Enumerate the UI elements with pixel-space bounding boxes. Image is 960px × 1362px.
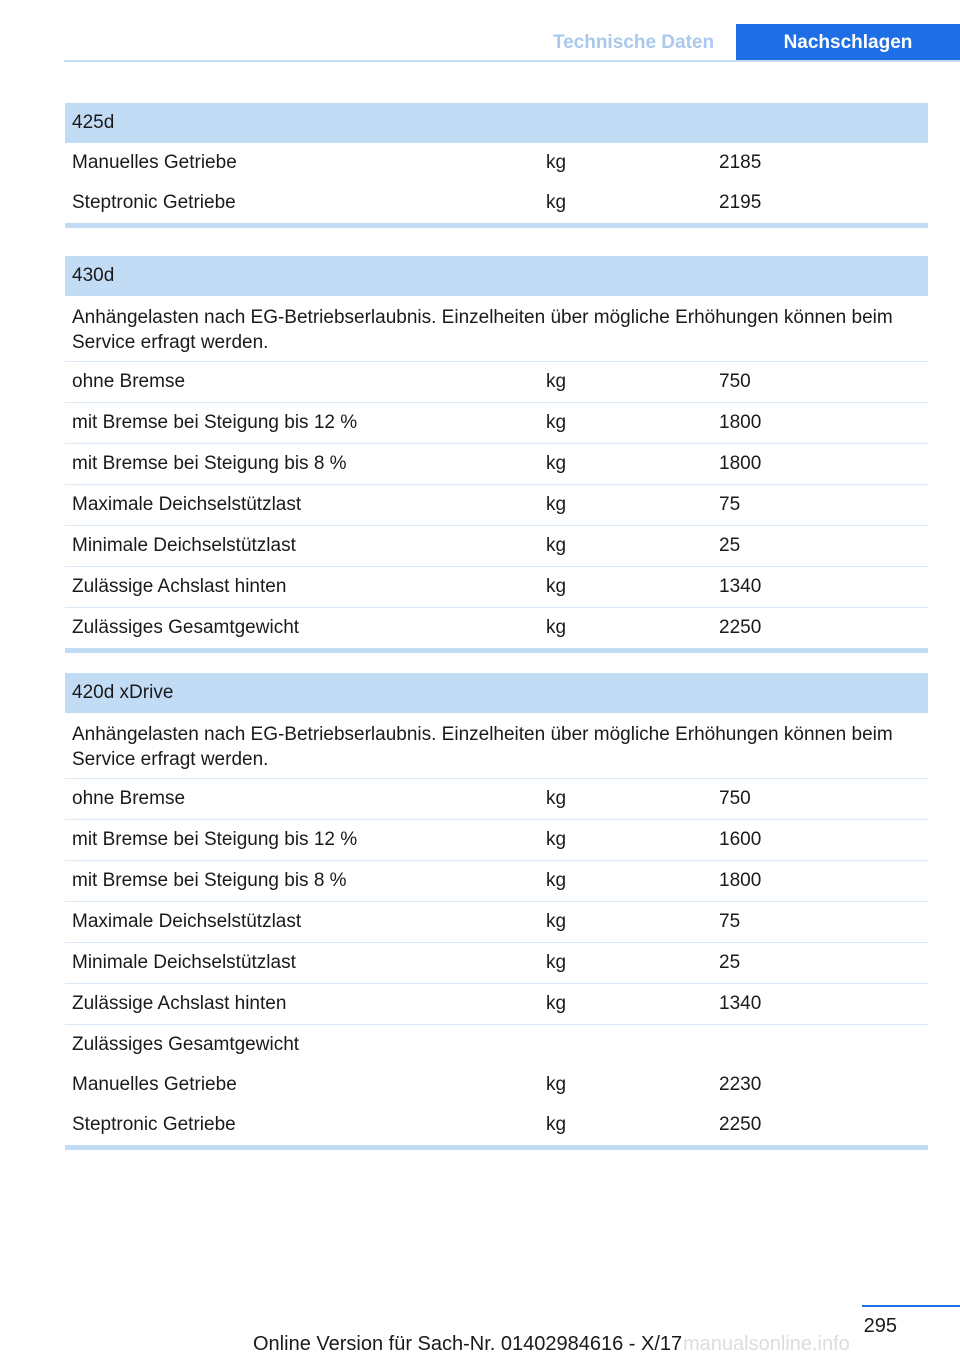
row-unit: kg [546,617,567,638]
row-unit: kg [546,576,567,597]
table-row [65,943,928,984]
table-row [65,183,928,223]
row-label: Minimale Deichselstützlast [72,952,296,973]
row-unit: kg [546,152,567,173]
table-425d [65,103,928,228]
row-value: 1800 [719,412,762,433]
row-value: 1800 [719,870,762,891]
table-row [65,984,928,1025]
row-unit: kg [546,788,567,809]
row-value: 750 [719,788,751,809]
table-row [65,1105,928,1145]
table-row [65,403,928,444]
table-row [65,485,928,526]
row-label: ohne Bremse [72,371,186,392]
row-value: 1800 [719,453,762,474]
row-unit: kg [546,453,567,474]
row-unit: kg [546,192,567,213]
table-note: Anhängelasten nach EG-Betriebserlaubnis. Einzelheiten über mögliche Erhöhungen können beim Service erfragt werden. [65,713,928,779]
row-unit: kg [546,494,567,515]
page-number-rule [862,1305,960,1307]
row-label: mit Bremse bei Steigung bis 8 % [72,453,347,474]
page-number: 295 [863,1315,897,1337]
row-label: Minimale Deichselstützlast [72,535,296,556]
row-label: Zulässige Achslast hinten [72,576,287,597]
row-value: 2185 [719,152,762,173]
row-label: Steptronic Getriebe [72,1114,236,1135]
row-unit: kg [546,911,567,932]
table-end-rule [65,223,928,228]
row-label: Zulässiges Gesamtgewicht [72,1034,300,1055]
row-unit: kg [546,535,567,556]
row-unit: kg [546,993,567,1014]
row-value: 75 [719,494,741,515]
table-row [65,861,928,902]
row-value: 1340 [719,993,762,1014]
table-row [65,143,928,183]
row-label: mit Bremse bei Steigung bis 12 % [72,829,358,850]
row-value: 25 [719,535,741,556]
row-label: Zulässiges Gesamtgewicht [72,617,300,638]
row-value: 2250 [719,617,762,638]
table-end-rule [65,1145,928,1150]
row-label: mit Bremse bei Steigung bis 12 % [72,412,358,433]
tab-nachschlagen[interactable]: Nachschlagen [736,24,960,62]
table-title: 420d xDrive [65,673,928,713]
row-label: Zulässige Achslast hinten [72,993,287,1014]
online-version-note: Online Version für Sach-Nr. 01402984616 - X/17 [253,1333,683,1355]
table-row [65,820,928,861]
table-row [65,444,928,485]
row-value: 75 [719,911,741,932]
row-label: Steptronic Getriebe [72,192,236,213]
row-unit: kg [546,870,567,891]
row-value: 2250 [719,1114,762,1135]
row-label: ohne Bremse [72,788,186,809]
table-430d [65,256,928,653]
table-row [65,526,928,567]
row-unit: kg [546,1114,567,1135]
row-unit: kg [546,412,567,433]
table-note: Anhängelasten nach EG-Betriebserlaubnis. Einzelheiten über mögliche Erhöhungen können beim Service erfragt werden. [65,296,928,362]
table-row [65,567,928,608]
tab-technische-daten[interactable]: Technische Daten [552,32,715,53]
table-row [65,902,928,943]
row-label: mit Bremse bei Steigung bis 8 % [72,870,347,891]
row-value: 1600 [719,829,762,850]
table-row [65,779,928,820]
row-value: 1340 [719,576,762,597]
row-label: Maximale Deichselstützlast [72,494,302,515]
table-end-rule [65,648,928,653]
table-title: 425d [65,103,928,143]
row-label: Maximale Deichselstützlast [72,911,302,932]
table-row [65,608,928,648]
row-label: Manuelles Getriebe [72,1074,237,1095]
table-row [65,1025,928,1065]
row-value: 25 [719,952,741,973]
table-420d-xdrive [65,673,928,1150]
table-title: 430d [65,256,928,296]
row-unit: kg [546,952,567,973]
header-rule [64,60,960,62]
row-label: Manuelles Getriebe [72,152,237,173]
row-value: 2230 [719,1074,762,1095]
row-unit: kg [546,829,567,850]
row-unit: kg [546,1074,567,1095]
watermark: manualsonline.info [683,1333,850,1355]
table-row [65,1065,928,1105]
table-row [65,362,928,403]
row-unit: kg [546,371,567,392]
row-value: 2195 [719,192,762,213]
row-value: 750 [719,371,751,392]
